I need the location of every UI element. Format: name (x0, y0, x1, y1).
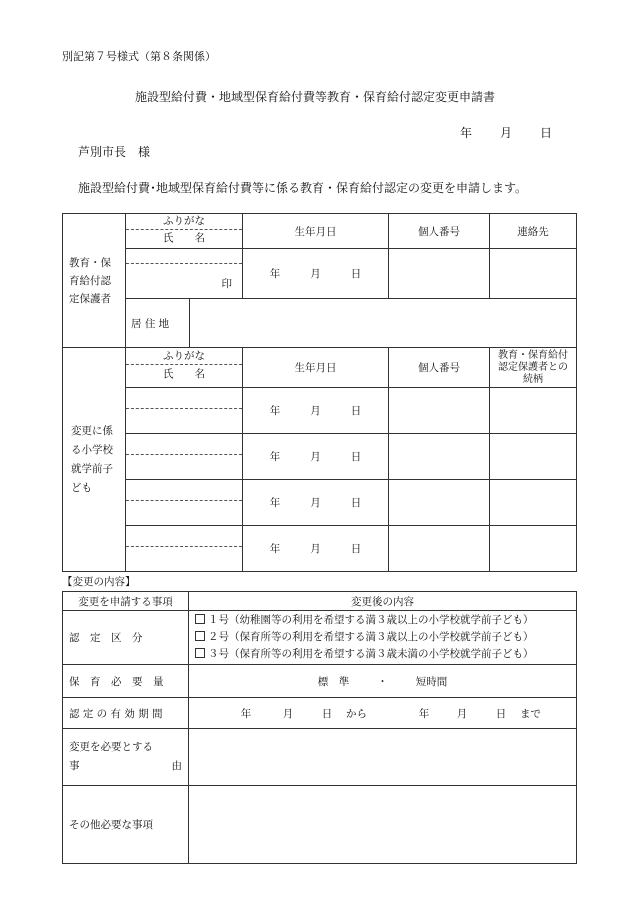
child-dob-input[interactable] (243, 434, 389, 480)
reason-label-line1: 変更を必要とする (69, 741, 153, 753)
child-name-input[interactable] (126, 388, 243, 434)
other-input[interactable] (189, 786, 577, 864)
checkbox-icon[interactable] (195, 631, 205, 641)
child-relation-input[interactable] (490, 388, 577, 434)
guardian-name-input[interactable] (126, 249, 243, 299)
col-content-header: 変更後の内容 (189, 592, 577, 611)
reason-input[interactable] (189, 729, 577, 786)
child-name-label: 氏 名 (163, 368, 205, 380)
guardian-contact-input[interactable] (490, 249, 577, 299)
child-id-input[interactable] (389, 388, 490, 434)
child-relation-input[interactable] (490, 526, 577, 572)
child-relation-input[interactable] (490, 480, 577, 526)
period-to-suffix: まで (520, 707, 541, 720)
guardian-dob-month: 月 (310, 268, 321, 280)
child-dob-day: 日 (350, 451, 362, 463)
guardian-id-header: 個人番号 (389, 214, 490, 249)
child-dob-month: 月 (310, 451, 321, 463)
guardian-contact-header: 連絡先 (490, 214, 577, 249)
child-dob-month: 月 (310, 405, 321, 417)
checkbox-icon[interactable] (195, 614, 205, 624)
date-month-label: 月 (500, 126, 513, 140)
need-standard-option[interactable]: 標 準 (317, 675, 350, 688)
category-option-1[interactable] (195, 612, 570, 629)
period-to-day: 日 (495, 707, 507, 720)
child-dob-day: 日 (350, 405, 362, 417)
category-option-2[interactable] (195, 629, 570, 646)
form-number: 別記第７号様式（第８条関係） (62, 50, 216, 63)
guardian-name-cell[interactable] (126, 214, 243, 249)
guardian-dob-day: 日 (350, 268, 362, 280)
category-options (189, 611, 577, 665)
period-from-year: 年 (240, 707, 252, 720)
reason-label-line2a: 事 (69, 760, 80, 772)
category-option-3[interactable] (195, 646, 570, 663)
statement: 施設型給付費･地域型保育給付費等に係る教育・保育給付認定の変更を申請します。 (78, 181, 528, 195)
address-label: 居 住 地 (126, 299, 190, 347)
reason-label-line2b: 由 (171, 760, 182, 772)
child-name-input[interactable] (126, 526, 243, 572)
seal-mark: 印 (221, 278, 232, 290)
child-id-input[interactable] (389, 526, 490, 572)
category-option-1-label: １号（幼稚園等の利用を希望する満３歳以上の小学校就学前子ども） (208, 614, 534, 626)
child-dob-header: 生年月日 (243, 348, 389, 388)
guardian-address-input[interactable] (126, 299, 577, 348)
child-dob-year: 年 (269, 451, 281, 463)
period-input[interactable] (189, 698, 577, 729)
child-id-input[interactable] (389, 434, 490, 480)
period-label: 認 定 の 有 効 期 間 (63, 698, 189, 729)
child-relation-input[interactable] (490, 434, 577, 480)
child-relation-header: 教育・保育給付認定保護者との続柄 (490, 348, 577, 388)
period-from-month: 月 (282, 707, 294, 720)
col-item-header: 変更を申請する事項 (63, 592, 189, 611)
addressee: 芦別市長 様 (78, 145, 151, 159)
child-dob-input[interactable] (243, 526, 389, 572)
category-option-2-label: ２号（保育所等の利用を希望する満３歳以上の小学校就学前子ども） (208, 631, 534, 643)
guardian-section-label: 教育・保育給付認定保護者 (63, 214, 126, 348)
guardian-dob-input[interactable] (243, 249, 389, 299)
child-dob-month: 月 (310, 497, 321, 509)
date-day-label: 日 (540, 126, 553, 140)
date-year-label: 年 (460, 126, 473, 140)
period-from-suffix: から (346, 707, 367, 720)
child-name-input[interactable] (126, 434, 243, 480)
need-label: 保 育 必 要 量 (63, 665, 189, 698)
child-dob-day: 日 (350, 497, 362, 509)
period-to-year: 年 (418, 707, 430, 720)
form-title: 施設型給付費・地域型保育給付費等教育・保育給付認定変更申請書 (134, 90, 495, 104)
changes-heading: 【変更の内容】 (62, 576, 136, 588)
child-dob-year: 年 (269, 497, 281, 509)
need-short-option[interactable]: 短時間 (415, 675, 448, 688)
child-dob-input[interactable] (243, 480, 389, 526)
period-from-day: 日 (321, 707, 333, 720)
changes-table (62, 591, 577, 864)
applicant-table (62, 213, 577, 572)
guardian-name-label: 氏 名 (163, 232, 205, 244)
need-separator: ・ (377, 675, 388, 688)
other-label: その他必要な事項 (63, 786, 189, 864)
child-id-input[interactable] (389, 480, 490, 526)
period-to-month: 月 (456, 707, 468, 720)
child-dob-day: 日 (350, 543, 362, 555)
child-id-header: 個人番号 (389, 348, 490, 388)
category-label: 認 定 区 分 (63, 611, 189, 665)
child-dob-year: 年 (269, 405, 281, 417)
guardian-dob-year: 年 (269, 268, 281, 280)
guardian-dob-header: 生年月日 (243, 214, 389, 249)
child-name-input[interactable] (126, 480, 243, 526)
need-input[interactable] (189, 665, 577, 698)
guardian-id-input[interactable] (389, 249, 490, 299)
child-dob-input[interactable] (243, 388, 389, 434)
guardian-furigana-label: ふりがな (126, 214, 242, 230)
child-dob-month: 月 (310, 543, 321, 555)
checkbox-icon[interactable] (195, 648, 205, 658)
child-dob-year: 年 (269, 543, 281, 555)
child-furigana-label: ふりがな (126, 348, 242, 365)
reason-label (63, 729, 189, 786)
category-option-3-label: ３号（保育所等の利用を希望する満３歳未満の小学校就学前子ども） (208, 648, 534, 660)
children-section-label: 変更に係る小学校就学前子ども (63, 348, 126, 572)
child-name-header (126, 348, 243, 388)
